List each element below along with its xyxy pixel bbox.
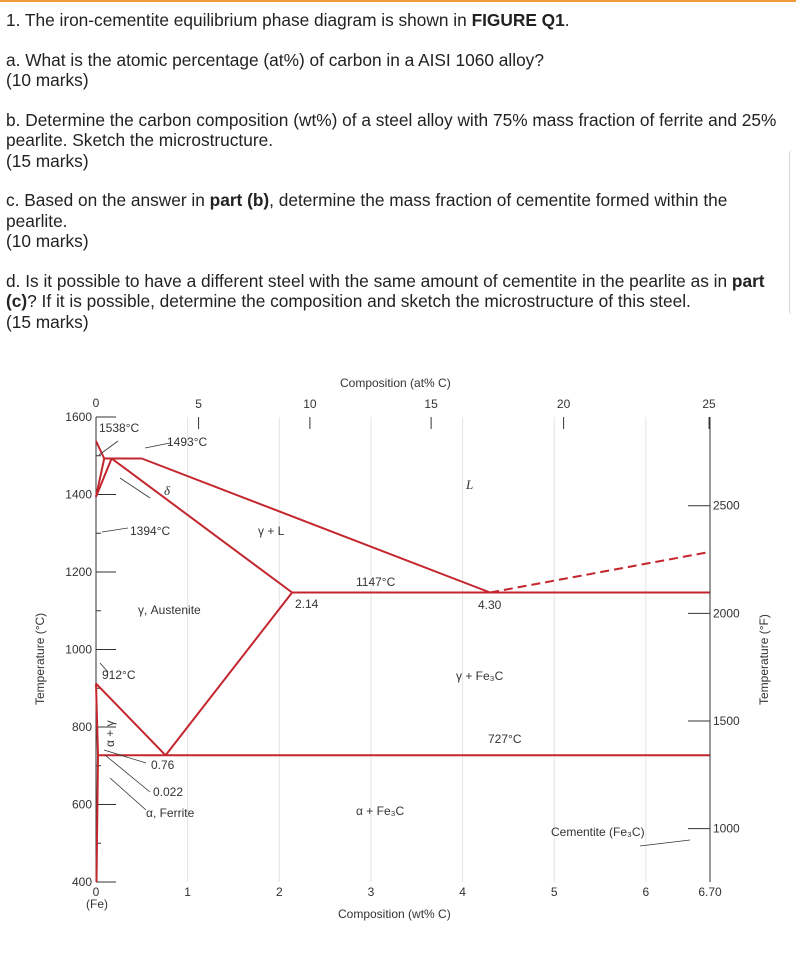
fe-origin-label: (Fe) bbox=[86, 897, 108, 911]
part-d-marks: (15 marks) bbox=[6, 311, 89, 332]
label-1493: 1493°C bbox=[167, 435, 208, 449]
part-b bbox=[6, 110, 786, 172]
y-tick-label: 600 bbox=[71, 797, 92, 812]
label-0-022: 0.022 bbox=[153, 785, 184, 799]
x-tick-label: 1 bbox=[184, 885, 191, 899]
part-d-text: d. Is it possible to have a different steel with the same amount of cementite in the pearlite as in part (c)? If it is possible, determine the composition and sketch the microstructure of this steel. bbox=[6, 270, 765, 311]
top-axis-title: Composition (at% C) bbox=[340, 376, 451, 390]
leader-line bbox=[104, 750, 146, 763]
f-tick-label: 2000 bbox=[713, 606, 740, 621]
x-tick-label: 0 bbox=[92, 885, 100, 899]
y-tick-label: 1200 bbox=[65, 565, 92, 579]
x-tick-label: 2 bbox=[275, 885, 283, 899]
region-alpha-gamma: α + γ bbox=[103, 720, 117, 747]
region-liquid: L bbox=[466, 477, 474, 492]
y-tick-label: 1000 bbox=[65, 642, 92, 657]
top-tick-label: 5 bbox=[195, 397, 202, 411]
leader-line bbox=[105, 755, 150, 792]
y-axis-title: Temperature (°C) bbox=[33, 612, 47, 705]
region-cementite: Cementite (Fe₃C) bbox=[551, 825, 645, 839]
phase-line-liquidus-cementite-dashed- bbox=[490, 552, 710, 593]
question-title: 1. The iron-cementite equilibrium phase diagram is shown in FIGURE Q1. bbox=[6, 10, 570, 30]
label-0-76: 0.76 bbox=[151, 758, 175, 772]
x-tick-label: 6.70 bbox=[698, 885, 722, 899]
label-1538: 1538°C bbox=[99, 421, 140, 435]
x-tick-label: 5 bbox=[550, 885, 558, 899]
part-d bbox=[6, 271, 786, 333]
y-tick-label: 1600 bbox=[65, 410, 92, 424]
f-tick-label: 1500 bbox=[713, 713, 740, 728]
top-tick-label: 15 bbox=[424, 397, 438, 411]
label-2-14: 2.14 bbox=[295, 597, 319, 611]
scrollbar[interactable] bbox=[789, 150, 796, 315]
x-tick-label: 4 bbox=[459, 885, 466, 899]
label-1147: 1147°C bbox=[356, 575, 396, 589]
top-tick-label: 0 bbox=[92, 396, 100, 410]
y-tick-label: 1400 bbox=[65, 487, 92, 502]
region-alpha-fe3c: α + Fe₃C bbox=[356, 804, 405, 818]
phase-line-liquidus bbox=[142, 459, 490, 593]
region-gamma-l: γ + L bbox=[258, 524, 285, 538]
part-c bbox=[6, 190, 786, 252]
part-a-marks: (10 marks) bbox=[6, 70, 89, 90]
top-tick-label: 20 bbox=[556, 397, 571, 411]
label-912: 912°C bbox=[102, 668, 136, 682]
leader-line bbox=[120, 478, 150, 498]
phase-diagram bbox=[0, 360, 796, 956]
region-austenite: γ, Austenite bbox=[138, 603, 201, 617]
part-b-marks: (15 marks) bbox=[6, 150, 89, 171]
label-1394: 1394°C bbox=[130, 524, 171, 538]
y-tick-label: 400 bbox=[71, 875, 92, 889]
label-4-30: 4.30 bbox=[478, 598, 502, 612]
leader-line bbox=[102, 528, 128, 532]
part-a-text: a. What is the atomic percentage (at%) of carbon in a AISI 1060 alloy? bbox=[6, 49, 544, 70]
y-tick-label: 800 bbox=[71, 720, 92, 734]
top-accent-bar bbox=[0, 0, 796, 2]
x-tick-label: 3 bbox=[367, 885, 375, 899]
f-tick-label: 2500 bbox=[713, 498, 740, 513]
region-delta: δ bbox=[164, 483, 171, 498]
bottom-axis-title: Composition (wt% C) bbox=[338, 907, 451, 921]
part-a bbox=[6, 50, 786, 91]
top-tick-label: 10 bbox=[303, 397, 317, 411]
part-b-text: b. Determine the carbon composition (wt%) of a steel alloy with 75% mass fraction of ferrite and 25% pearlite. Sketch the microstructure. bbox=[6, 109, 777, 150]
top-tick-label: 25 bbox=[702, 397, 716, 411]
part-c-marks: (10 marks) bbox=[6, 231, 89, 251]
phase-line-iron-corner bbox=[97, 755, 99, 882]
x-tick-label: 6 bbox=[642, 885, 650, 899]
part-c-text: c. Based on the answer in part (b), determine the mass fraction of cementite formed within the pearlite. bbox=[6, 190, 728, 231]
label-727: 727°C bbox=[488, 732, 522, 746]
region-gamma-fe3c: γ + Fe₃C bbox=[456, 669, 504, 683]
leader-line bbox=[640, 840, 690, 846]
y-axis-title-right: Temperature (°F) bbox=[757, 614, 771, 705]
f-tick-label: 1000 bbox=[713, 821, 740, 836]
leader-line bbox=[99, 441, 118, 455]
leader-line bbox=[110, 778, 146, 810]
question-block bbox=[6, 10, 786, 351]
region-ferrite: α, Ferrite bbox=[146, 806, 195, 820]
